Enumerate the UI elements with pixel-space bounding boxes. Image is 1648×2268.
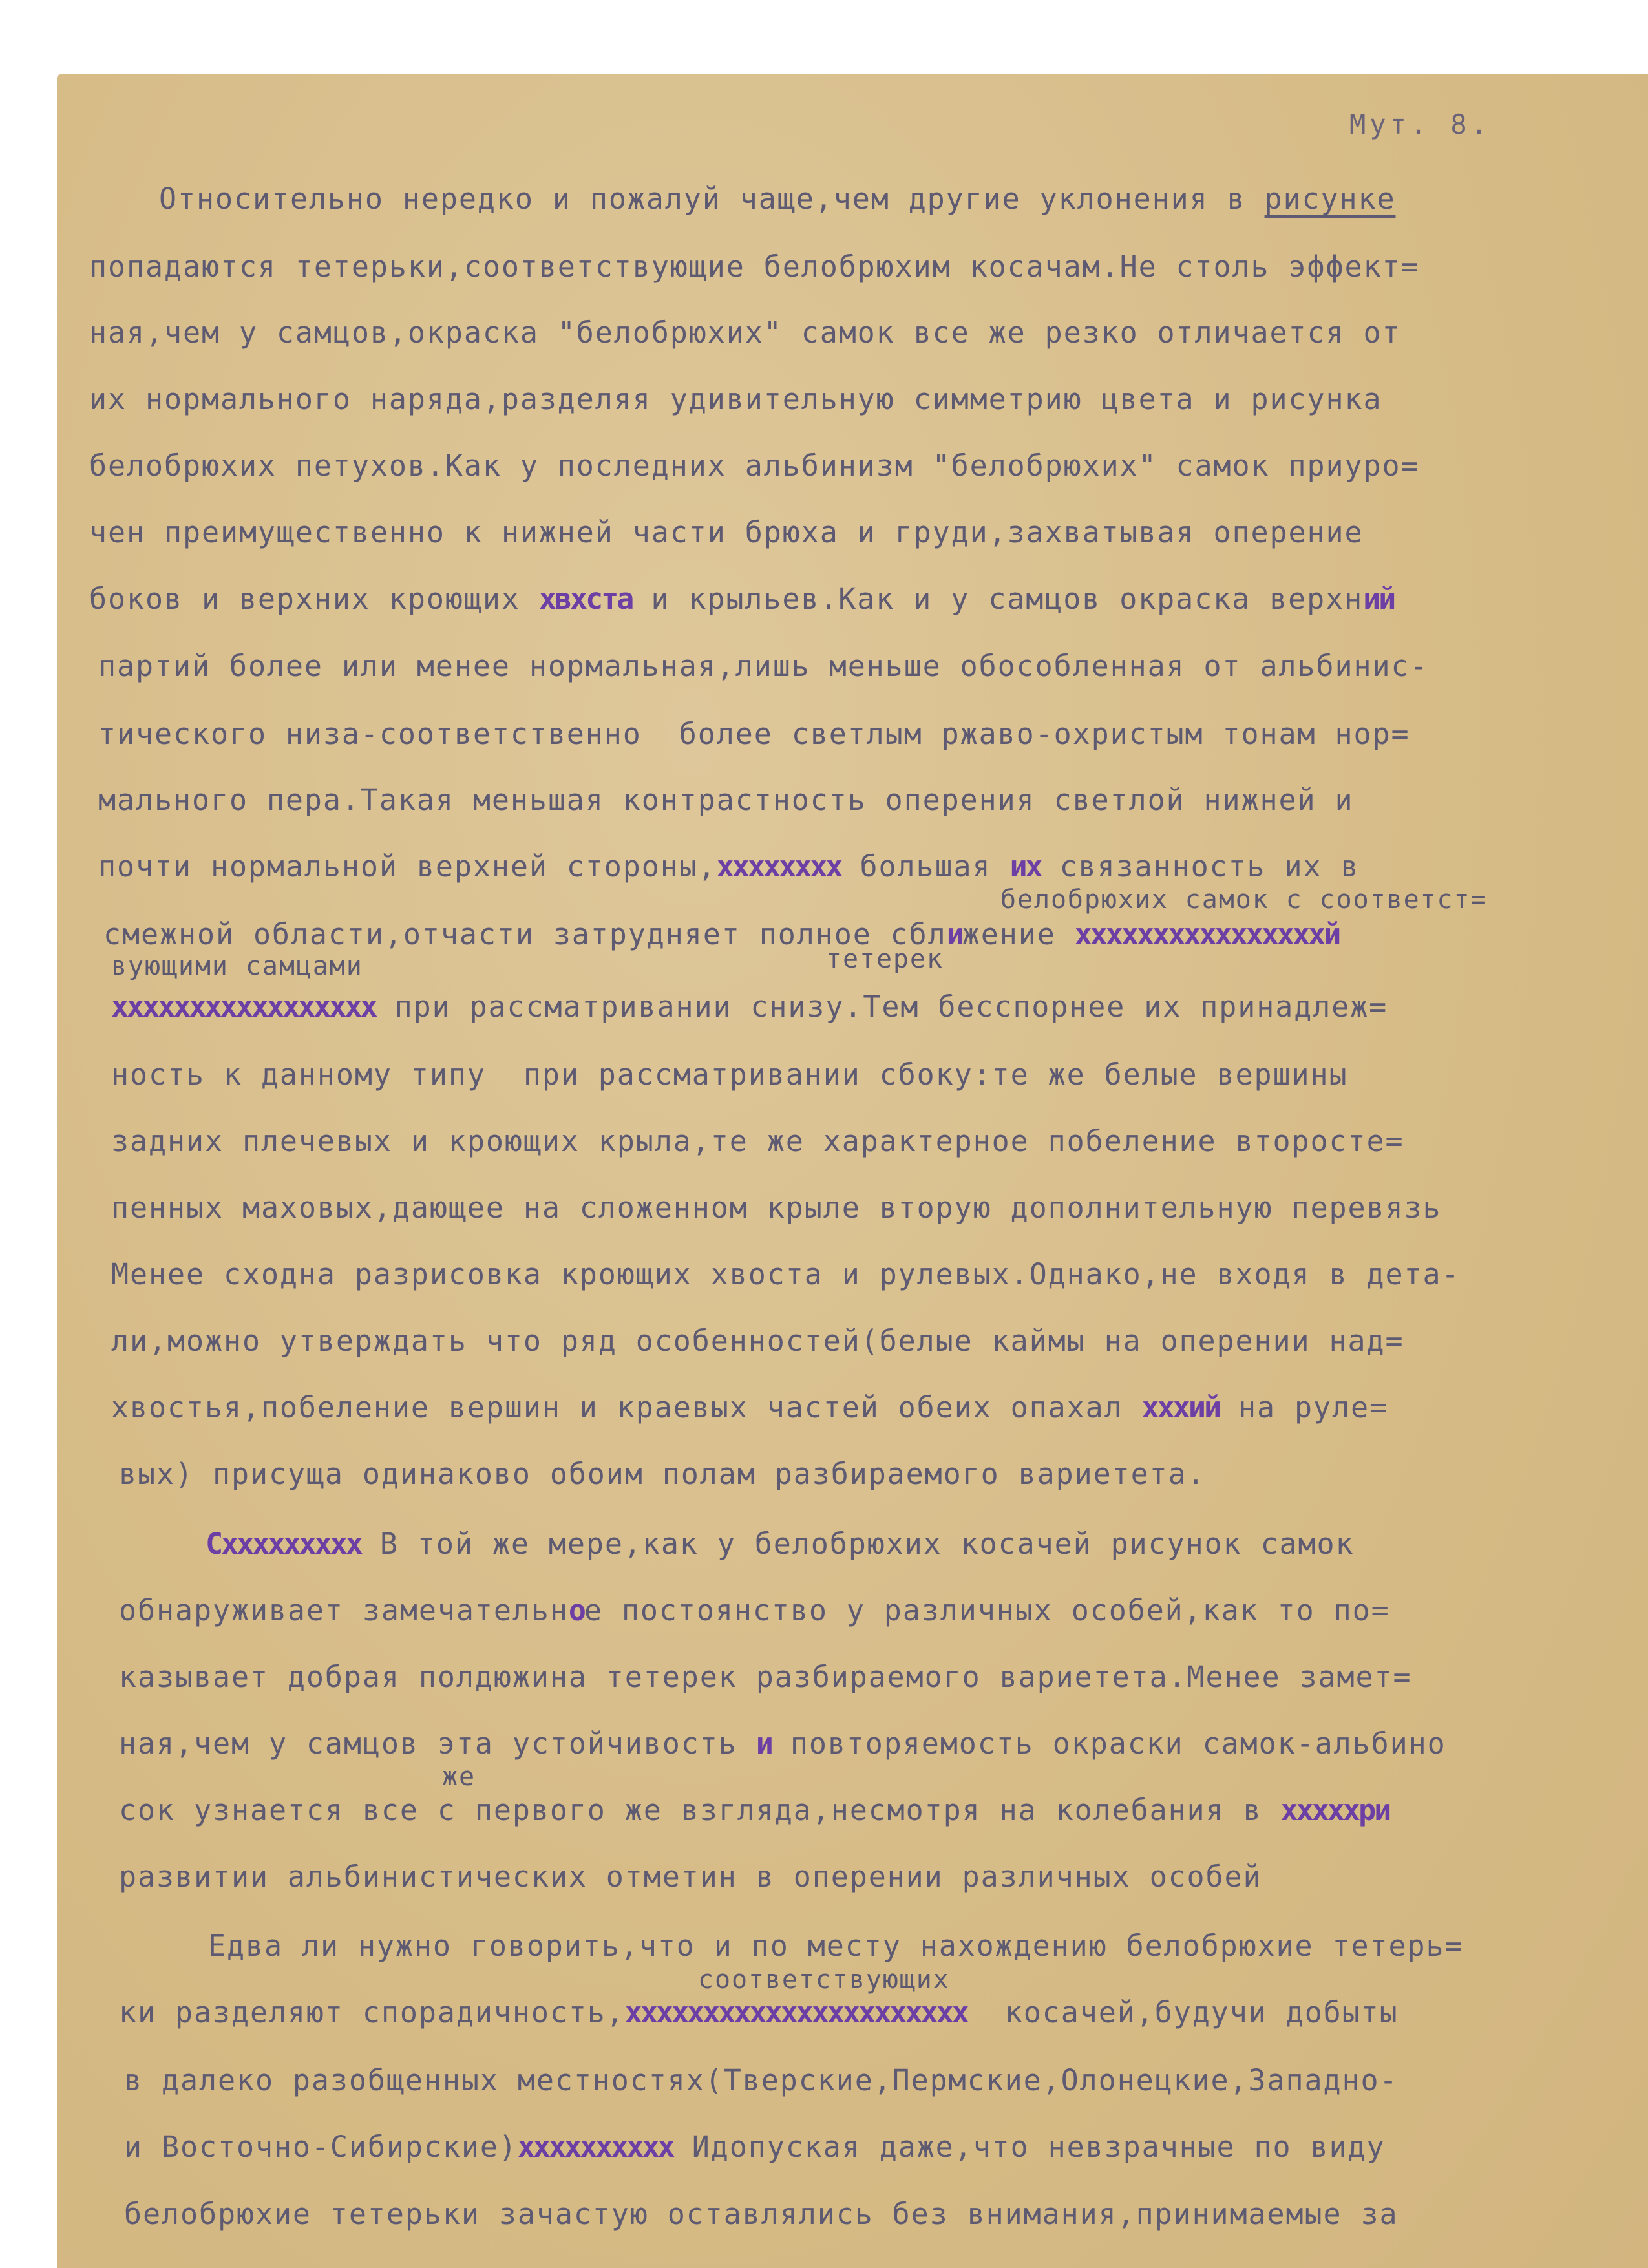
text-line: тического низа-соответственно более светлым ржаво-охристым тонам нор= [98,717,1410,751]
struck-out-text: о [568,1593,584,1627]
underlined-word: рисунке [1264,182,1396,216]
text-line: обнаруживает замечательное постоянство у различных особей,как то по= [119,1593,1390,1627]
typed-insertion: вующими самцами [111,951,363,981]
text-line: казывает добрая полдюжина тетерек разбираемого вариетета.Менее замет= [119,1660,1412,1694]
struck-out-text: ий [1363,582,1395,616]
struck-out-text: ххххххххххххххххй [1074,917,1340,951]
text-line: ли,можно утверждать что ряд особенностей(белые каймы на оперении над= [111,1324,1404,1358]
text-line: почти нормальной верхней стороны,хххххххх большая их связанность их в [98,849,1360,884]
text-line: ность к данному типу при рассматривании сбоку:те же белые вершины [111,1057,1348,1092]
text-line: партий более или менее нормальная,лишь меньше обособленная от альбинис- [98,649,1429,683]
text-line: белобрюхие тетерьки зачастую оставлялись без внимания,принимаемые за [124,2197,1399,2231]
text-line: Относительно нередко и пожалуй чаще,чем другие уклонения в рисунке [159,182,1396,216]
struck-out-text: хвхста [538,582,633,616]
struck-out-text: хххххри [1280,1793,1390,1827]
text-line: в далеко разобщенных местностях(Тверские,Пермские,Олонецкие,Западно- [124,2063,1399,2097]
text-line: и Восточно-Сибирские)хххххххххх Идопуская даже,что невзрачные по виду [124,2130,1386,2164]
text-line: попадаются тетерьки,соответствующие белобрюхим косачам.Не столь эффект= [89,249,1420,284]
struck-out-text: хххий [1141,1390,1220,1425]
text-line: их нормального наряда,разделяя удивительную симметрию цвета и рисунка [89,382,1382,416]
text-line: белобрюхих петухов.Как у последних альбинизм "белобрюхих" самок приуро= [89,449,1420,483]
struck-out-text: Сххххххххх [206,1527,361,1561]
typed-insertion: соответствующих [698,1965,950,1995]
text-line: ххххххххххххххххх при рассматривании снизу.Тем бесспорнее их принадлеж= [111,990,1388,1024]
typed-insertion: тетерек [826,944,944,974]
text-line: ки разделяют спорадичность,хххххххххххххххххххххх косачей,будучи добыты [119,1995,1399,2030]
struck-out-text: хххххххх [716,849,841,884]
typed-insertion: же [442,1762,476,1792]
text-line: Менее сходна разрисовка кроющих хвоста и рулевых.Однако,не входя в дета- [111,1257,1461,1291]
typed-insertion: белобрюхих самок с соответст= [1000,885,1488,915]
text-line: ная,чем у самцов эта устойчивость и повторяемость окраски самок-альбино [119,1726,1446,1761]
text-line: Едва ли нужно говорить,что и по месту нахождению белобрюхие тетерь= [208,1929,1464,1963]
struck-out-text: их [1009,849,1041,884]
struck-out-text: ххххххххххххххххх [111,990,376,1024]
text-line: мального пера.Такая меньшая контрастность оперения светлой нижней и [98,783,1354,817]
text-line: чен преимущественно к нижней части брюха и груди,захватывая оперение [89,515,1364,549]
text-line: развитии альбинистических отметин в оперении различных особей [119,1860,1262,1894]
text-line: смежной области,отчасти затрудняет полное сближение ххххххххххххххххй [103,917,1340,951]
struck-out-text: и [946,917,962,951]
struck-out-text: хххххххххххххххххххххх [624,1995,967,2030]
text-line: хвостья,побеление вершин и краевых частей обеих опахал хххий на руле= [111,1390,1388,1425]
page-number: Мут. 8. [1349,109,1492,140]
struck-out-text: и [755,1726,772,1761]
text-line: вых) присуща одинаково обоим полам разбираемого вариетета. [119,1457,1206,1491]
text-line: пенных маховых,дающее на сложенном крыле вторую дополнительную перевязь [111,1191,1442,1225]
struck-out-text: хххххххххх [517,2130,673,2164]
text-line: ная,чем у самцов,окраска "белобрюхих" самок все же резко отличается от [89,315,1401,350]
text-line: задних плечевых и кроющих крыла,те же характерное побеление второсте= [111,1124,1404,1158]
text-line: сок узнается все с первого же взгляда,несмотря на колебания в хххххри [119,1793,1390,1827]
text-line: боков и верхних кроющих хвхста и крыльев.Как и у самцов окраска верхний [89,582,1395,616]
text-line: Сххххххххх В той же мере,как у белобрюхих косачей рисунок самок [206,1527,1355,1561]
